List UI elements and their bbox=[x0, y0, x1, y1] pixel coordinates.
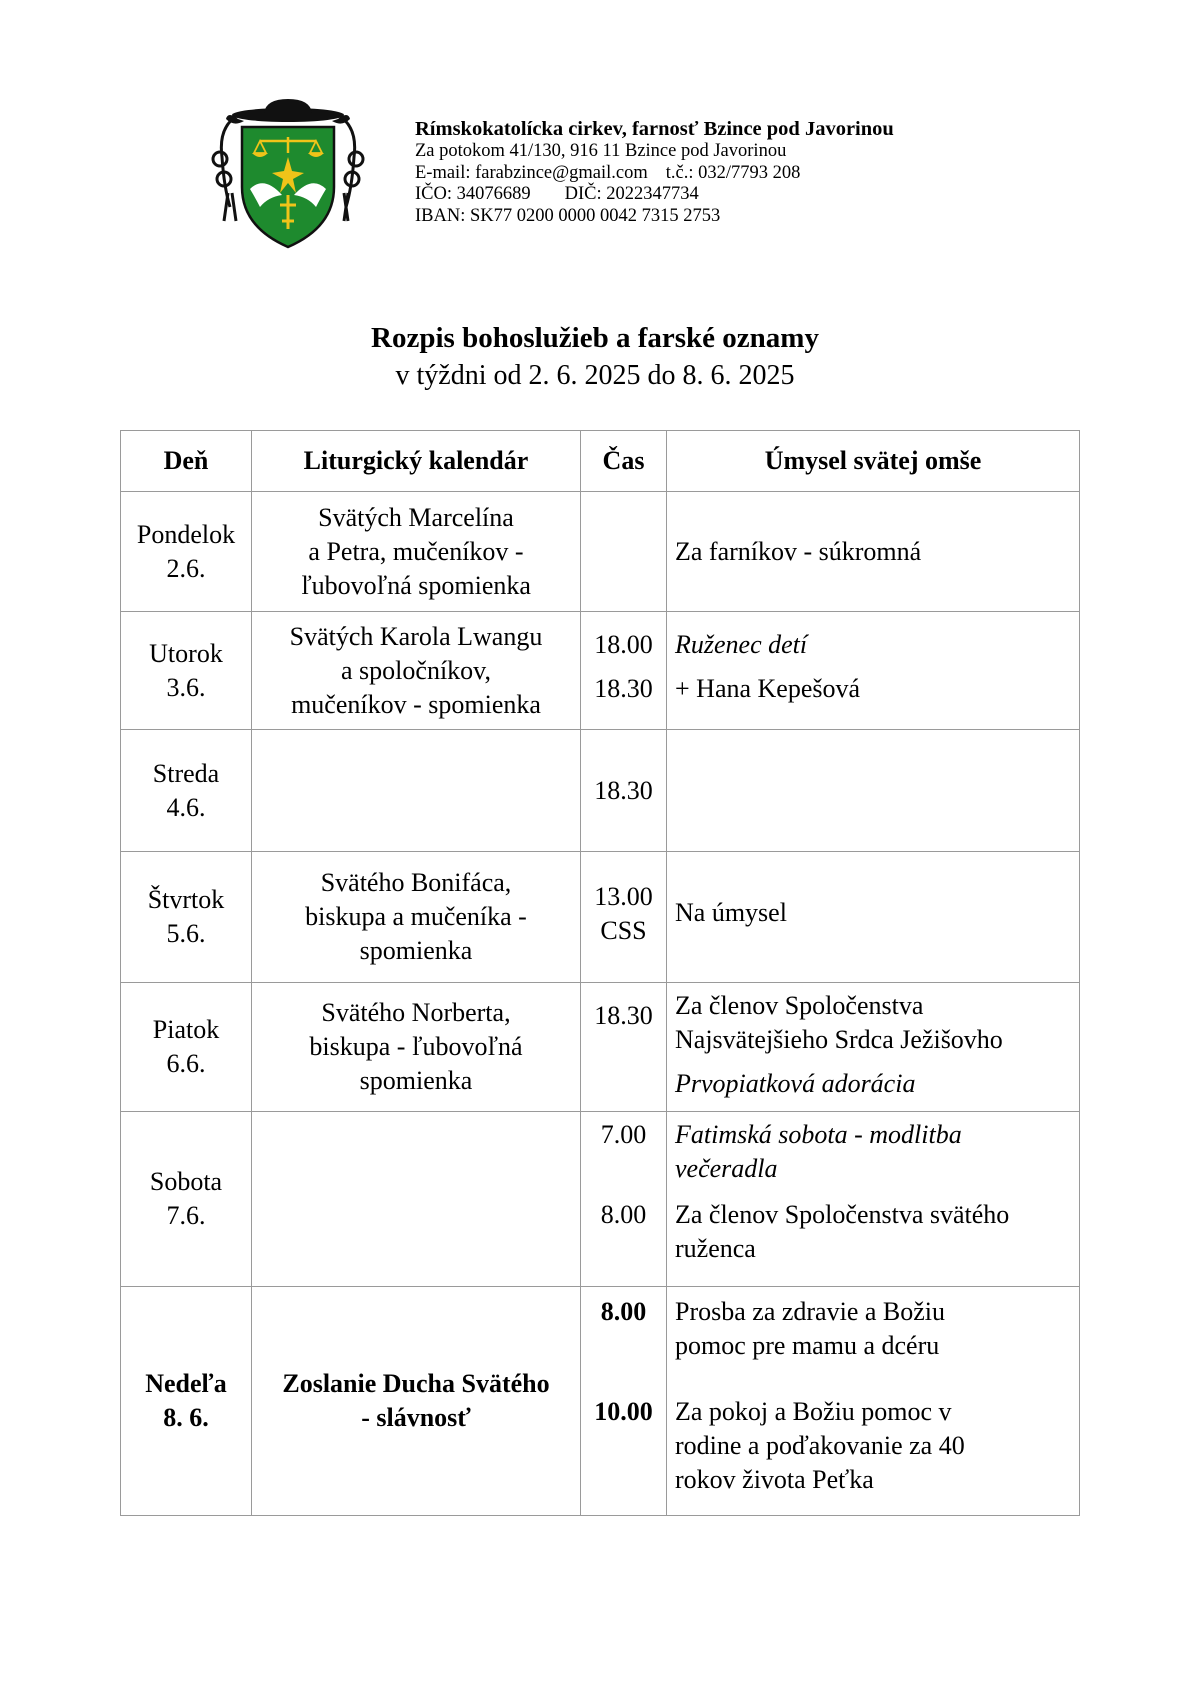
day-cell bbox=[121, 612, 252, 730]
intention-cell bbox=[667, 983, 1080, 1112]
intention-line: ruženca bbox=[675, 1234, 756, 1263]
mass-time: 8.00 bbox=[600, 1297, 647, 1326]
intention-line: večeradla bbox=[675, 1154, 778, 1183]
parish-iban: IBAN: SK77 0200 0000 0042 7315 2753 bbox=[415, 205, 721, 226]
time-cell bbox=[581, 983, 667, 1112]
calendar-line: Zoslanie Ducha Svätého bbox=[282, 1369, 550, 1398]
calendar-cell bbox=[252, 492, 581, 612]
day-cell bbox=[121, 983, 252, 1112]
intention-cell bbox=[667, 1112, 1080, 1287]
intention-line: rodine a poďakovanie za 40 bbox=[675, 1431, 965, 1460]
time-cell bbox=[581, 612, 667, 730]
column-header-day: Deň bbox=[121, 431, 252, 492]
day-date: 4.6. bbox=[166, 792, 206, 822]
day-cell bbox=[121, 1112, 252, 1287]
parish-name: Rímskokatolícka cirkev, farnosť Bzince pod Javorinou bbox=[415, 118, 894, 140]
day-name: Pondelok bbox=[136, 519, 236, 549]
mass-time: 13.00 bbox=[594, 882, 653, 911]
time-cell bbox=[581, 852, 667, 983]
column-header-calendar: Liturgický kalendár bbox=[252, 431, 581, 492]
parish-dic: DIČ: 2022347734 bbox=[564, 184, 699, 204]
calendar-line: ľubovoľná spomienka bbox=[301, 570, 531, 600]
mass-place: CSS bbox=[600, 916, 647, 945]
page-title: Rozpis bohoslužieb a farské oznamy bbox=[371, 322, 819, 354]
mass-time: 10.00 bbox=[594, 1397, 653, 1426]
mass-time: 7.00 bbox=[600, 1120, 647, 1149]
calendar-line: spomienka bbox=[359, 1066, 473, 1095]
table-row bbox=[121, 730, 1080, 852]
table-row bbox=[121, 492, 1080, 612]
intention-line: + Hana Kepešová bbox=[675, 674, 861, 703]
mass-time: 18.30 bbox=[594, 674, 653, 703]
day-cell bbox=[121, 852, 252, 983]
calendar-cell bbox=[252, 612, 581, 730]
calendar-line: mučeníkov - spomienka bbox=[291, 689, 541, 719]
parish-address: Za potokom 41/130, 916 11 Bzince pod Javorinou bbox=[415, 141, 787, 161]
table-row bbox=[121, 852, 1080, 983]
intention-line: Prosba za zdravie a Božiu bbox=[675, 1297, 946, 1326]
calendar-line: Svätého Bonifáca, bbox=[320, 868, 512, 897]
contact-line bbox=[415, 163, 894, 185]
intention-cell bbox=[667, 1287, 1080, 1516]
day-name: Utorok bbox=[149, 638, 223, 668]
intention-cell bbox=[667, 612, 1080, 730]
day-date: 3.6. bbox=[166, 672, 206, 702]
intention-line: Prvopiatková adorácia bbox=[675, 1069, 916, 1098]
time-cell bbox=[581, 1287, 667, 1516]
parish-crest-logo bbox=[208, 97, 368, 249]
day-name: Piatok bbox=[152, 1015, 220, 1044]
calendar-line: biskupa - ľubovoľná bbox=[309, 1032, 523, 1061]
calendar-cell bbox=[252, 730, 581, 852]
letterhead bbox=[415, 117, 894, 227]
intention-line: Fatimská sobota - modlitba bbox=[675, 1120, 962, 1149]
day-cell bbox=[121, 730, 252, 852]
intention-line: Ruženec detí bbox=[675, 630, 808, 659]
time-cell bbox=[581, 730, 667, 852]
intention-cell bbox=[667, 730, 1080, 852]
intention-cell bbox=[667, 492, 1080, 612]
parish-email: E-mail: farabzince@gmail.com bbox=[415, 162, 648, 183]
day-date: 5.6. bbox=[166, 919, 206, 948]
day-date: 2.6. bbox=[166, 553, 206, 583]
day-cell bbox=[121, 1287, 252, 1516]
intention-line: Za pokoj a Božiu pomoc v bbox=[675, 1397, 952, 1426]
intention-line: Na úmysel bbox=[675, 898, 787, 927]
registration-line bbox=[415, 184, 894, 206]
table-row bbox=[121, 1112, 1080, 1287]
calendar-cell bbox=[252, 1112, 581, 1287]
day-date: 8. 6. bbox=[163, 1403, 209, 1432]
calendar-line: - slávnosť bbox=[361, 1403, 471, 1432]
intention-line: pomoc pre mamu a dcéru bbox=[675, 1331, 940, 1360]
calendar-line: spomienka bbox=[359, 936, 473, 965]
intention-line: Najsvätejšieho Srdca Ježišovho bbox=[675, 1025, 1003, 1054]
calendar-line: Svätých Marcelína bbox=[318, 502, 514, 532]
day-name: Sobota bbox=[149, 1167, 223, 1196]
column-header-intention: Úmysel svätej omše bbox=[667, 431, 1080, 492]
column-header-time: Čas bbox=[581, 431, 667, 492]
time-cell bbox=[581, 1112, 667, 1287]
day-name: Štvrtok bbox=[147, 885, 225, 914]
mass-time: 18.30 bbox=[594, 775, 653, 805]
mass-time: 18.00 bbox=[594, 630, 653, 659]
time-cell bbox=[581, 492, 667, 612]
calendar-cell bbox=[252, 852, 581, 983]
calendar-cell bbox=[252, 983, 581, 1112]
mass-time: 18.30 bbox=[594, 1001, 653, 1030]
intention-line: Za členov Spoločenstva bbox=[675, 991, 924, 1020]
parish-ico: IČO: 34076689 bbox=[415, 184, 531, 204]
page-subtitle: v týždni od 2. 6. 2025 do 8. 6. 2025 bbox=[395, 360, 795, 391]
intention-cell bbox=[667, 852, 1080, 983]
day-date: 6.6. bbox=[166, 1049, 206, 1078]
calendar-line: Svätých Karola Lwangu bbox=[289, 621, 543, 651]
table-row bbox=[121, 1287, 1080, 1516]
schedule-table bbox=[120, 430, 1080, 1516]
intention-line: Za farníkov - súkromná bbox=[675, 536, 922, 566]
calendar-line: a spoločníkov, bbox=[341, 655, 491, 685]
table-row bbox=[121, 612, 1080, 730]
calendar-line: biskupa a mučeníka - bbox=[305, 902, 527, 931]
table-header-row bbox=[121, 431, 1080, 492]
day-cell bbox=[121, 492, 252, 612]
day-name: Streda bbox=[152, 758, 220, 788]
day-name: Nedeľa bbox=[145, 1369, 227, 1398]
intention-line: rokov života Peťka bbox=[675, 1465, 874, 1494]
calendar-line: Svätého Norberta, bbox=[321, 998, 511, 1027]
mass-time: 8.00 bbox=[600, 1200, 647, 1229]
calendar-cell bbox=[252, 1287, 581, 1516]
day-date: 7.6. bbox=[166, 1201, 206, 1230]
calendar-line: a Petra, mučeníkov - bbox=[308, 536, 524, 566]
parish-phone: t.č.: 032/7793 208 bbox=[665, 162, 801, 183]
table-row bbox=[121, 983, 1080, 1112]
intention-line: Za členov Spoločenstva svätého bbox=[675, 1200, 1010, 1229]
